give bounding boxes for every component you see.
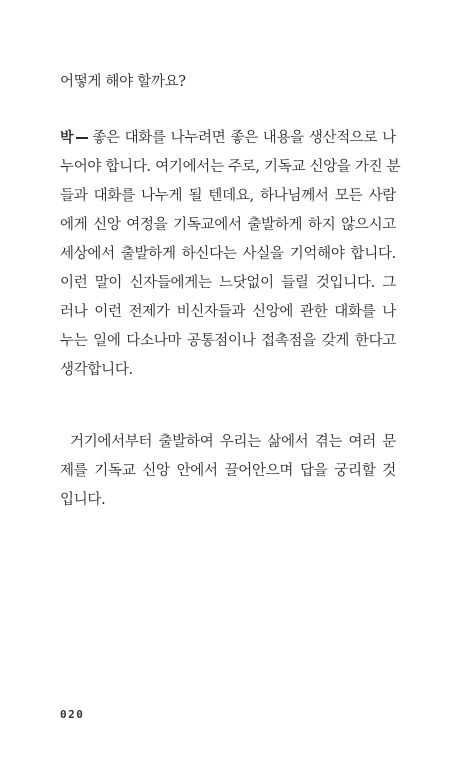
answer-line: 들과 대화를 나누게 될 텐데요, 하나님께서 모든 사람	[60, 188, 396, 204]
answer-line: 에게 신앙 여정을 기독교에서 출발하게 하지 않으시고	[60, 217, 396, 233]
paragraph-line: 제를 기독교 신앙 안에서 끌어안으며 답을 궁리할 것	[60, 463, 396, 479]
speaker-dash	[76, 137, 88, 139]
speaker-name: 박	[60, 130, 74, 146]
paragraph-line: 입니다.	[60, 492, 106, 508]
answer-first-line-text: 좋은 대화를 나누려면 좋은 내용을 생산적으로 나	[92, 130, 396, 146]
answer-line: 러나 이런 전제가 비신자들과 신앙에 관한 대화를 나	[60, 304, 396, 320]
answer-line: 누어야 합니다. 여기에서는 주로, 기독교 신앙을 가진 분	[60, 159, 401, 175]
paragraph-line: 거기에서부터 출발하여 우리는 삶에서 겪는 여러 문	[70, 434, 396, 450]
page-number: 020	[60, 708, 85, 721]
answer-line: 생각합니다.	[60, 362, 133, 378]
question-text: 어떻게 해야 할까요?	[60, 74, 186, 90]
answer-first-line	[60, 128, 396, 148]
answer-line: 세상에서 출발하게 하신다는 사실을 기억해야 합니다.	[60, 246, 396, 262]
answer-line: 누는 일에 다소나마 공통점이나 접촉점을 갖게 한다고	[60, 333, 396, 349]
answer-line: 이런 말이 신자들에게는 느닷없이 들릴 것입니다. 그	[60, 275, 396, 291]
